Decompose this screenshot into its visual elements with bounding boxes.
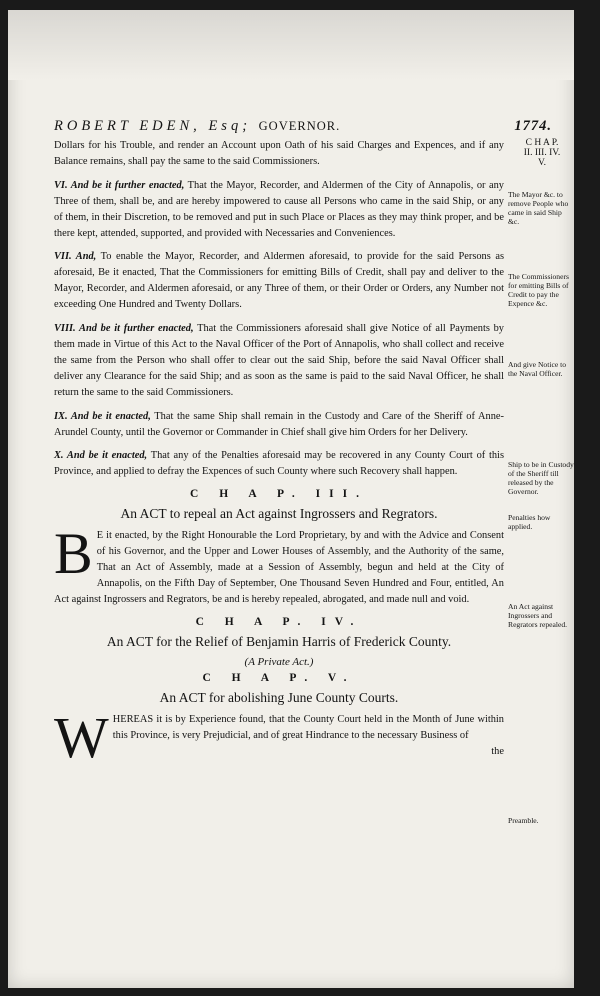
paragraph-continuation: Dollars for his Trouble, and render an Account upon Oath of his said Charges and Expences, and if any Balance remains, shall pay the same to the said Commissioners. <box>54 140 504 167</box>
margin-note-3: And give Notice to the Naval Officer. <box>508 360 566 378</box>
page-top-edge <box>8 10 574 80</box>
chapter-5-heading: C H A P. V. <box>202 671 356 684</box>
chapter-4-heading: C H A P. IV. <box>195 615 363 628</box>
header-year: 1774. <box>514 118 552 134</box>
dropcap-w: W <box>54 704 109 770</box>
chapter-3-heading: C H A P. III. <box>190 488 368 501</box>
paragraph-section-ix: IX. And be it enacted, That the same Ship shall remain in the Custody and Care of the Sheriff of Anne-Arundel County, until the Governor or Commander in Chief shall give him Orders for her Delivery. <box>54 410 504 438</box>
margin-note-7: Preamble. <box>508 816 539 825</box>
margin-note-6: An Act against Ingrossers and Regrators repealed. <box>508 602 568 629</box>
dropcap-b: B <box>54 521 93 587</box>
main-text-column <box>54 138 504 770</box>
chapter-4-title: An ACT for the Relief of Benjamin Harris of Frederick County. <box>106 633 452 649</box>
chapter-3-body: B E it enacted, by the Right Honourable the Lord Proprietary, by and with the Advice and Consent of his Governor, and the Upper and Lower Houses of Assembly, and the Authority of the same, That an Act of Assembly, made at a Session of Assembly, begun and held at the City of Annapolis, on the Fifth Day of September, One Thousand Seven Hundred and Four, entitled, An Act against Ingrossers and Regrators, be and is hereby repealed, abrogated, and made null and void. <box>54 521 504 605</box>
catchword: the <box>491 745 504 757</box>
paragraph-section-vii: VII. And, To enable the Mayor, Recorder, and Aldermen aforesaid, to provide for the said Persons as aforesaid, Be it enacted, That the Commissioners for emitting Bills of Credit, shall pay and deliver to the Mayor, Recorder, and Aldermen aforesaid, or any Three of them, or their Order or Orders, any Number not exceeding One Hundred and Twenty Dollars. <box>54 251 504 311</box>
running-header <box>54 118 552 135</box>
paragraph-section-viii: VIII. And be it further enacted, That the Commissioners aforesaid shall give Notice of all Payments by them made in Virtue of this Act to the Naval Officer of the Port of Annapolis, who shall collect and receive the same from the Person who shall offer to clear out the said Ship, before the said Naval Officer shall deliver any Clearance for the said Ship; and as soon as the same is paid to the said Naval Officer, he shall return the same to the said Commissioners. <box>54 323 504 398</box>
chapter-5-body: WHEREAS it is by Experience found, that the County Court held in the Month of June within this Province, is very Prejudicial, and of great Hindrance to the necessary Business of <box>54 704 504 770</box>
header-title: ROBERT EDEN, Esq; GOVERNOR. <box>54 118 341 134</box>
margin-chap-ref: C H A P. II. III. IV. V. <box>523 138 561 168</box>
margin-note-4: Ship to be in Custody of the Sheriff till released by the Governor. <box>508 460 574 496</box>
margin-note-1: The Mayor &c. to remove People who came in said Ship &c. <box>508 190 569 226</box>
document-page <box>8 10 574 988</box>
margin-note-2: The Commissioners for emitting Bills of Credit to pay the Expence &c. <box>508 272 569 308</box>
chapter-3-title: An ACT to repeal an Act against Ingrossers and Regrators. <box>120 506 438 522</box>
paragraph-section-x: X. And be it enacted, That any of the Penalties aforesaid may be recovered in any County Court of this Province, and applied to defray the Expences of such County where such Recovery shall happen. <box>54 450 504 478</box>
margin-note-5: Penalties how applied. <box>508 513 551 531</box>
chapter-5-title: An ACT for abolishing June County Courts. <box>159 689 399 705</box>
chapter-4-subtitle: (A Private Act.) <box>244 655 314 668</box>
paragraph-section-vi: VI. And be it further enacted, That the Mayor, Recorder, and Aldermen of the City of Annapolis, or any Three of them, shall be, and are hereby impowered to cause all Persons who came in the said Ship, or any of them, in their Discretion, to be removed and put in such Place or Places as they may think proper, and be there kept, attended, supported, and provided with Necessaries and Conveniences. <box>54 179 504 239</box>
